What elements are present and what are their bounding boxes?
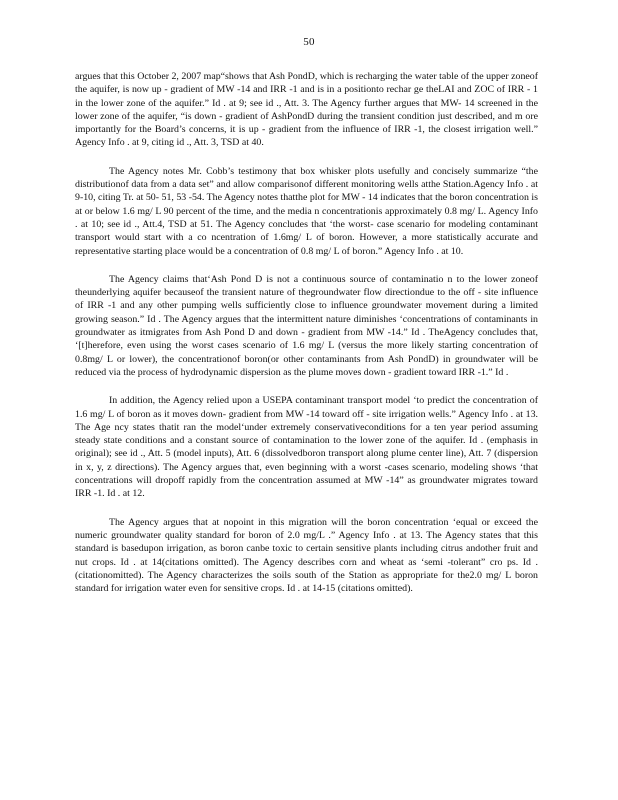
page-number: 50: [303, 36, 315, 48]
paragraph-4: In addition, the Agency relied upon a USEPA contaminant transport model ‘to predict the concentration of 1.6 mg/ L of boron as it moves down- gradient from MW -14 toward off - site irrigation wells.” Agency Info . at 13. The Age ncy states thatit ran the model‘under extremely conservativeconditions for a ten year period assuming steady state conditions and a constant source of contamination to the lower zone of the aquifer. Id . (emphasis in original); see id ., Att. 5 (model inputs), Att. 6 (dissolvedboron transport along plume center line), Att. 7 (dispersion in x, y, z directions). The Agency argues that, even beginning with a worst -cases scenario, modeling shows ‘that concentrations will dropoff rapidly from the concentration assumed at MW -14” as groundwater migrates toward IRR -1. Id . at 12.: [75, 395, 538, 500]
paragraph-5: The Agency argues that at nopoint in this migration will the boron concentration ‘equal or exceed the numeric groundwater quality standard for boron of 2.0 mg/L .” Agency Info . at 13. The Agency states that this standard is basedupon irrigation, as boron canbe toxic to certain sensitive plants including citrus andother fruit and nut crops. Id . at 14(citations omitted). The Agency describes corn and wheat as ‘semi -tolerant” cro ps. Id . (citationomitted). The Agency characterizes the soils south of the Station as appropriate for the2.0 mg/ L boron standard for irrigation water even for sensitive crops. Id . at 14-15 (citations omitted).: [75, 516, 538, 595]
body-text: [75, 70, 538, 610]
paragraph-3: The Agency claims that‘Ash Pond D is not a continuous source of contaminatio n to the lower zoneof theunderlying aquifer becauseof the transient nature of thegroundwater flow directiondue to the off - site influence of IRR -1 and any other pumping wells sufficiently close to influence groundwater movement during a limited growing season.” Id . The Agency argues that the intermittent nature diminishes ‘concentrations of contaminants in groundwater as itmigrates from Ash Pond D and down - gradient from MW -14.” Id . TheAgency concludes that, ‘[t]herefore, even using the worst cases scenario of 1.6 mg/ L (versus the more likely starting concentration of 0.8mg/ L or lower), the concentrationof boron(or other contaminants from Ash PondD) in groundwater will be reduced via the process of hydrodynamic dispersion as the plume moves down - gradient toward IRR -1.” Id .: [75, 273, 538, 378]
paragraph-2: The Agency notes Mr. Cobb’s testimony that box whisker plots usefully and concisely summarize “the distributionof data from a data set” and allow comparisonof different monitoring wells atthe Station.Agency Info . at 9-10, citing Tr. at 50- 51, 53 -54. The Agency notes thatthe plot for MW - 14 indicates that the boron concentration is at or below 1.6 mg/ L 90 percent of the time, and the media n concentrationis approximately 0.8 mg/ L. Agency Info . at 10; see id ., Att.4, TSD at 51. The Agency concludes that ‘the worst- case scenario for modeling contaminant transport would start with a co ncentration of 1.6mg/ L of boron. However, a more statistically accurate and representative starting place would be a concentration of 0.8 mg/ L of boron.” Agency Info . at 10.: [75, 165, 538, 257]
paragraph-1: argues that this October 2, 2007 map“shows that Ash PondD, which is recharging the water table of the upper zoneof the aquifer, is now up - gradient of MW -14 and IRR -1 and is in a positionto rechar ge theLAI and ZOC of IRR - 1 in the lower zone of the aquifer.” Id . at 9; see id ., Att. 3. The Agency further argues that MW- 14 screened in the lower zone of the aquifer, “is down - gradient of AshPondD during the transient condition just described, and m ore importantly for the Board’s concerns, it is up - gradient from the influence of IRR -1, the closest irrigation well.” Agency Info . at 9, citing id ., Att. 3, TSD at 40.: [75, 71, 538, 149]
